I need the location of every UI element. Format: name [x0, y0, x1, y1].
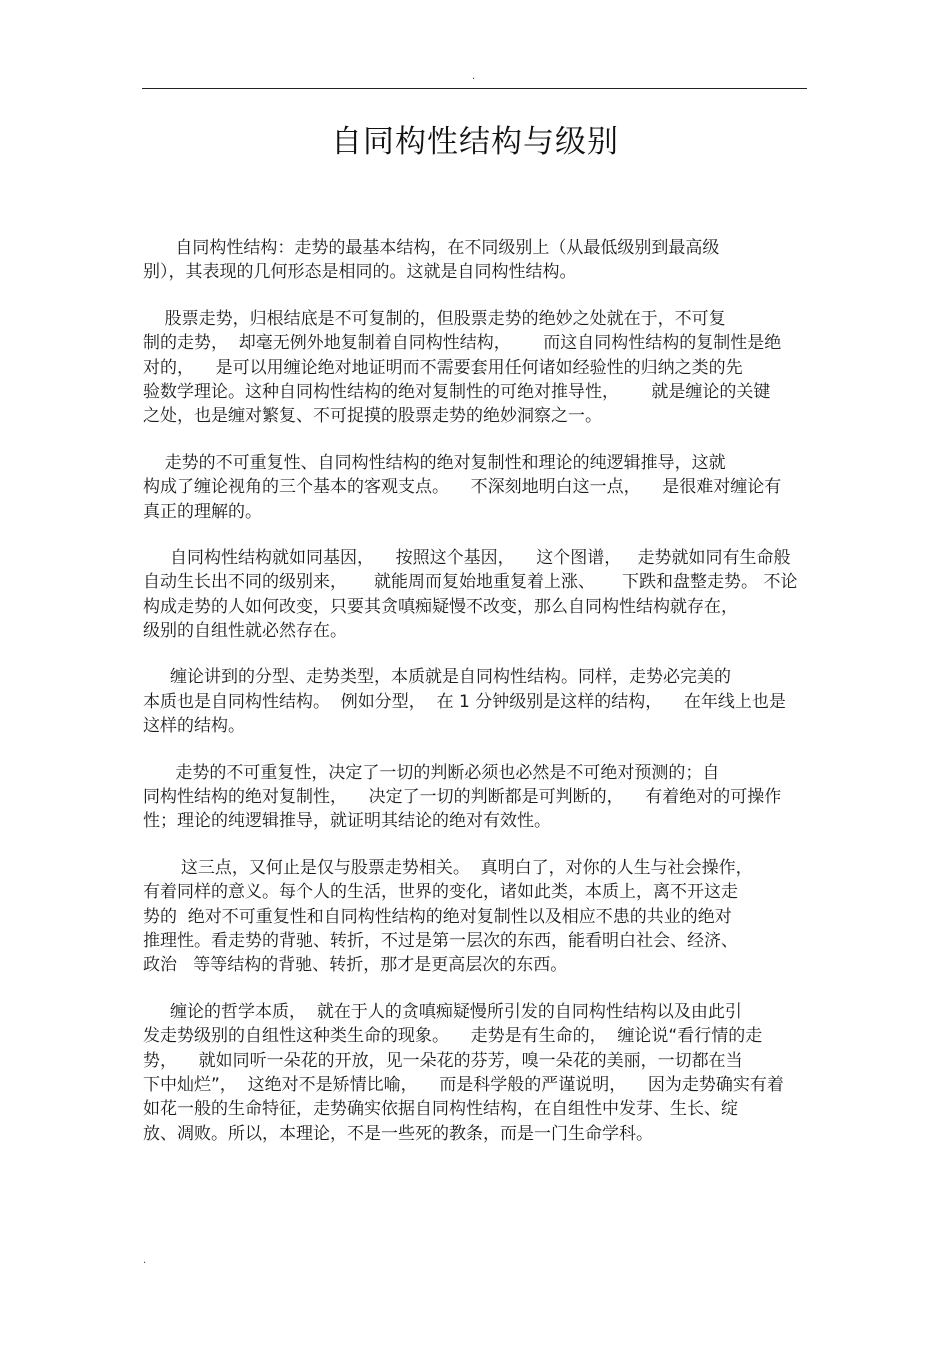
- paragraph-line: 验数学理论。这种自同构性结构的绝对复制性的可绝对推导性， 就是缠论的关键: [143, 381, 771, 402]
- paragraph-line: 别），其表现的几何形态是相同的。这就是自同构性结构。: [143, 262, 577, 283]
- paragraph-line: 势， 就如同听一朵花的开放，见一朵花的芬芳，嗅一朵花的美丽，一切都在当: [143, 1050, 743, 1071]
- paragraph-line: 之处，也是缠对繁复、不可捉摸的股票走势的绝妙洞察之一。: [143, 406, 602, 427]
- paragraph-line: 构成走势的人如何改变，只要其贪嗔痴疑慢不改变，那么自同构性结构就存在，: [143, 596, 738, 617]
- paragraph-line: 有着同样的意义。每个人的生活，世界的变化，诸如此类，本质上，离不开这走: [143, 882, 738, 903]
- paragraph: [143, 451, 809, 524]
- document-body: [143, 236, 809, 1168]
- paragraph-line: 自动生长出不同的级别来， 就能周而复始地重复着上涨、 下跌和盘整走势。 不论: [143, 572, 798, 593]
- paragraph-line: 本质也是自同构性结构。 例如分型， 在 1 分钟级别是这样的结构， 在年线上也是: [143, 691, 786, 712]
- document-title: 自同构性结构与级别: [331, 124, 619, 160]
- paragraph-line: 这样的结构。: [143, 716, 245, 737]
- paragraph-line: 如花一般的生命特征，走势确实依据自同构性结构，在自组性中发芽、生长、绽: [143, 1099, 738, 1120]
- paragraph-line: 构成了缠论视角的三个基本的客观支点。 不深刻地明白这一点， 是很难对缠论有: [143, 477, 782, 498]
- paragraph-line: 下中灿烂”， 这绝对不是矫情比喻， 而是科学般的严谨说明， 因为走势确实有着: [143, 1074, 784, 1095]
- paragraph-line: 发走势级别的自组性这种类生命的现象。 走势是有生命的， 缠论说“看行情的走: [143, 1026, 763, 1047]
- paragraph: [143, 761, 809, 834]
- paragraph-line: 对的， 是可以用缠论绝对地证明而不需要套用任何诸如经验性的归纳之类的先: [143, 357, 743, 378]
- header-mark: .: [472, 71, 476, 82]
- paragraph-line: 缠论讲到的分型、走势类型，本质就是自同构性结构。同样，走势必完美的: [143, 667, 732, 688]
- paragraph-line: 缠论的哲学本质， 就在于人的贪嗔痴疑慢所引发的自同构性结构以及由此引: [143, 1001, 742, 1022]
- paragraph: [143, 1000, 809, 1146]
- paragraph-line: 走势的不可重复性，决定了一切的判断必须也必然是不可绝对预测的；自: [143, 762, 720, 783]
- paragraph-line: 级别的自组性就必然存在。: [143, 621, 347, 642]
- paragraph: [143, 236, 809, 285]
- paragraph: [143, 307, 809, 429]
- paragraph-line: 推理性。看走势的背驰、转折，不过是第一层次的东西，能看明白社会、经济、: [143, 930, 738, 951]
- paragraph-line: 自同构性结构：走势的最基本结构，在不同级别上（从最低级别到最高级: [143, 238, 720, 258]
- paragraph-line: 真正的理解的。: [143, 501, 262, 522]
- paragraph-line: 同构性结构的绝对复制性， 决定了一切的判断都是可判断的， 有着绝对的可操作: [143, 787, 782, 808]
- paragraph-line: 性；理论的纯逻辑推导，就证明其结论的绝对有效性。: [143, 811, 551, 832]
- paragraph-line: 政治 等等结构的背驰、转折，那才是更高层次的东西。: [143, 955, 568, 976]
- paragraph-line: 走势的不可重复性、自同构性结构的绝对复制性和理论的纯逻辑推导，这就: [143, 452, 726, 473]
- paragraph-line: 制的走势， 却毫无例外地复制着自同构性结构， 而这自同构性结构的复制性是绝: [143, 333, 782, 354]
- paragraph-line: 股票走势，归根结底是不可复制的，但股票走势的绝妙之处就在于，不可复: [143, 308, 726, 329]
- paragraph-line: 势的 绝对不可重复性和自同构性结构的绝对复制性以及相应不患的共业的绝对: [143, 906, 732, 927]
- paragraph: [143, 856, 809, 978]
- footer-mark: .: [143, 1255, 147, 1266]
- paragraph-line: 自同构性结构就如同基因， 按照这个基因， 这个图谱， 走势就如同有生命般: [143, 547, 791, 568]
- paragraph: [143, 665, 809, 738]
- paragraph-line: 放、凋败。所以，本理论，不是一些死的教条，而是一门生命学科。: [143, 1123, 653, 1144]
- paragraph: [143, 546, 809, 644]
- header-rule: [142, 88, 807, 89]
- paragraph-line: 这三点，又何止是仅与股票走势相关。 真明白了，对你的人生与社会操作，: [143, 857, 753, 878]
